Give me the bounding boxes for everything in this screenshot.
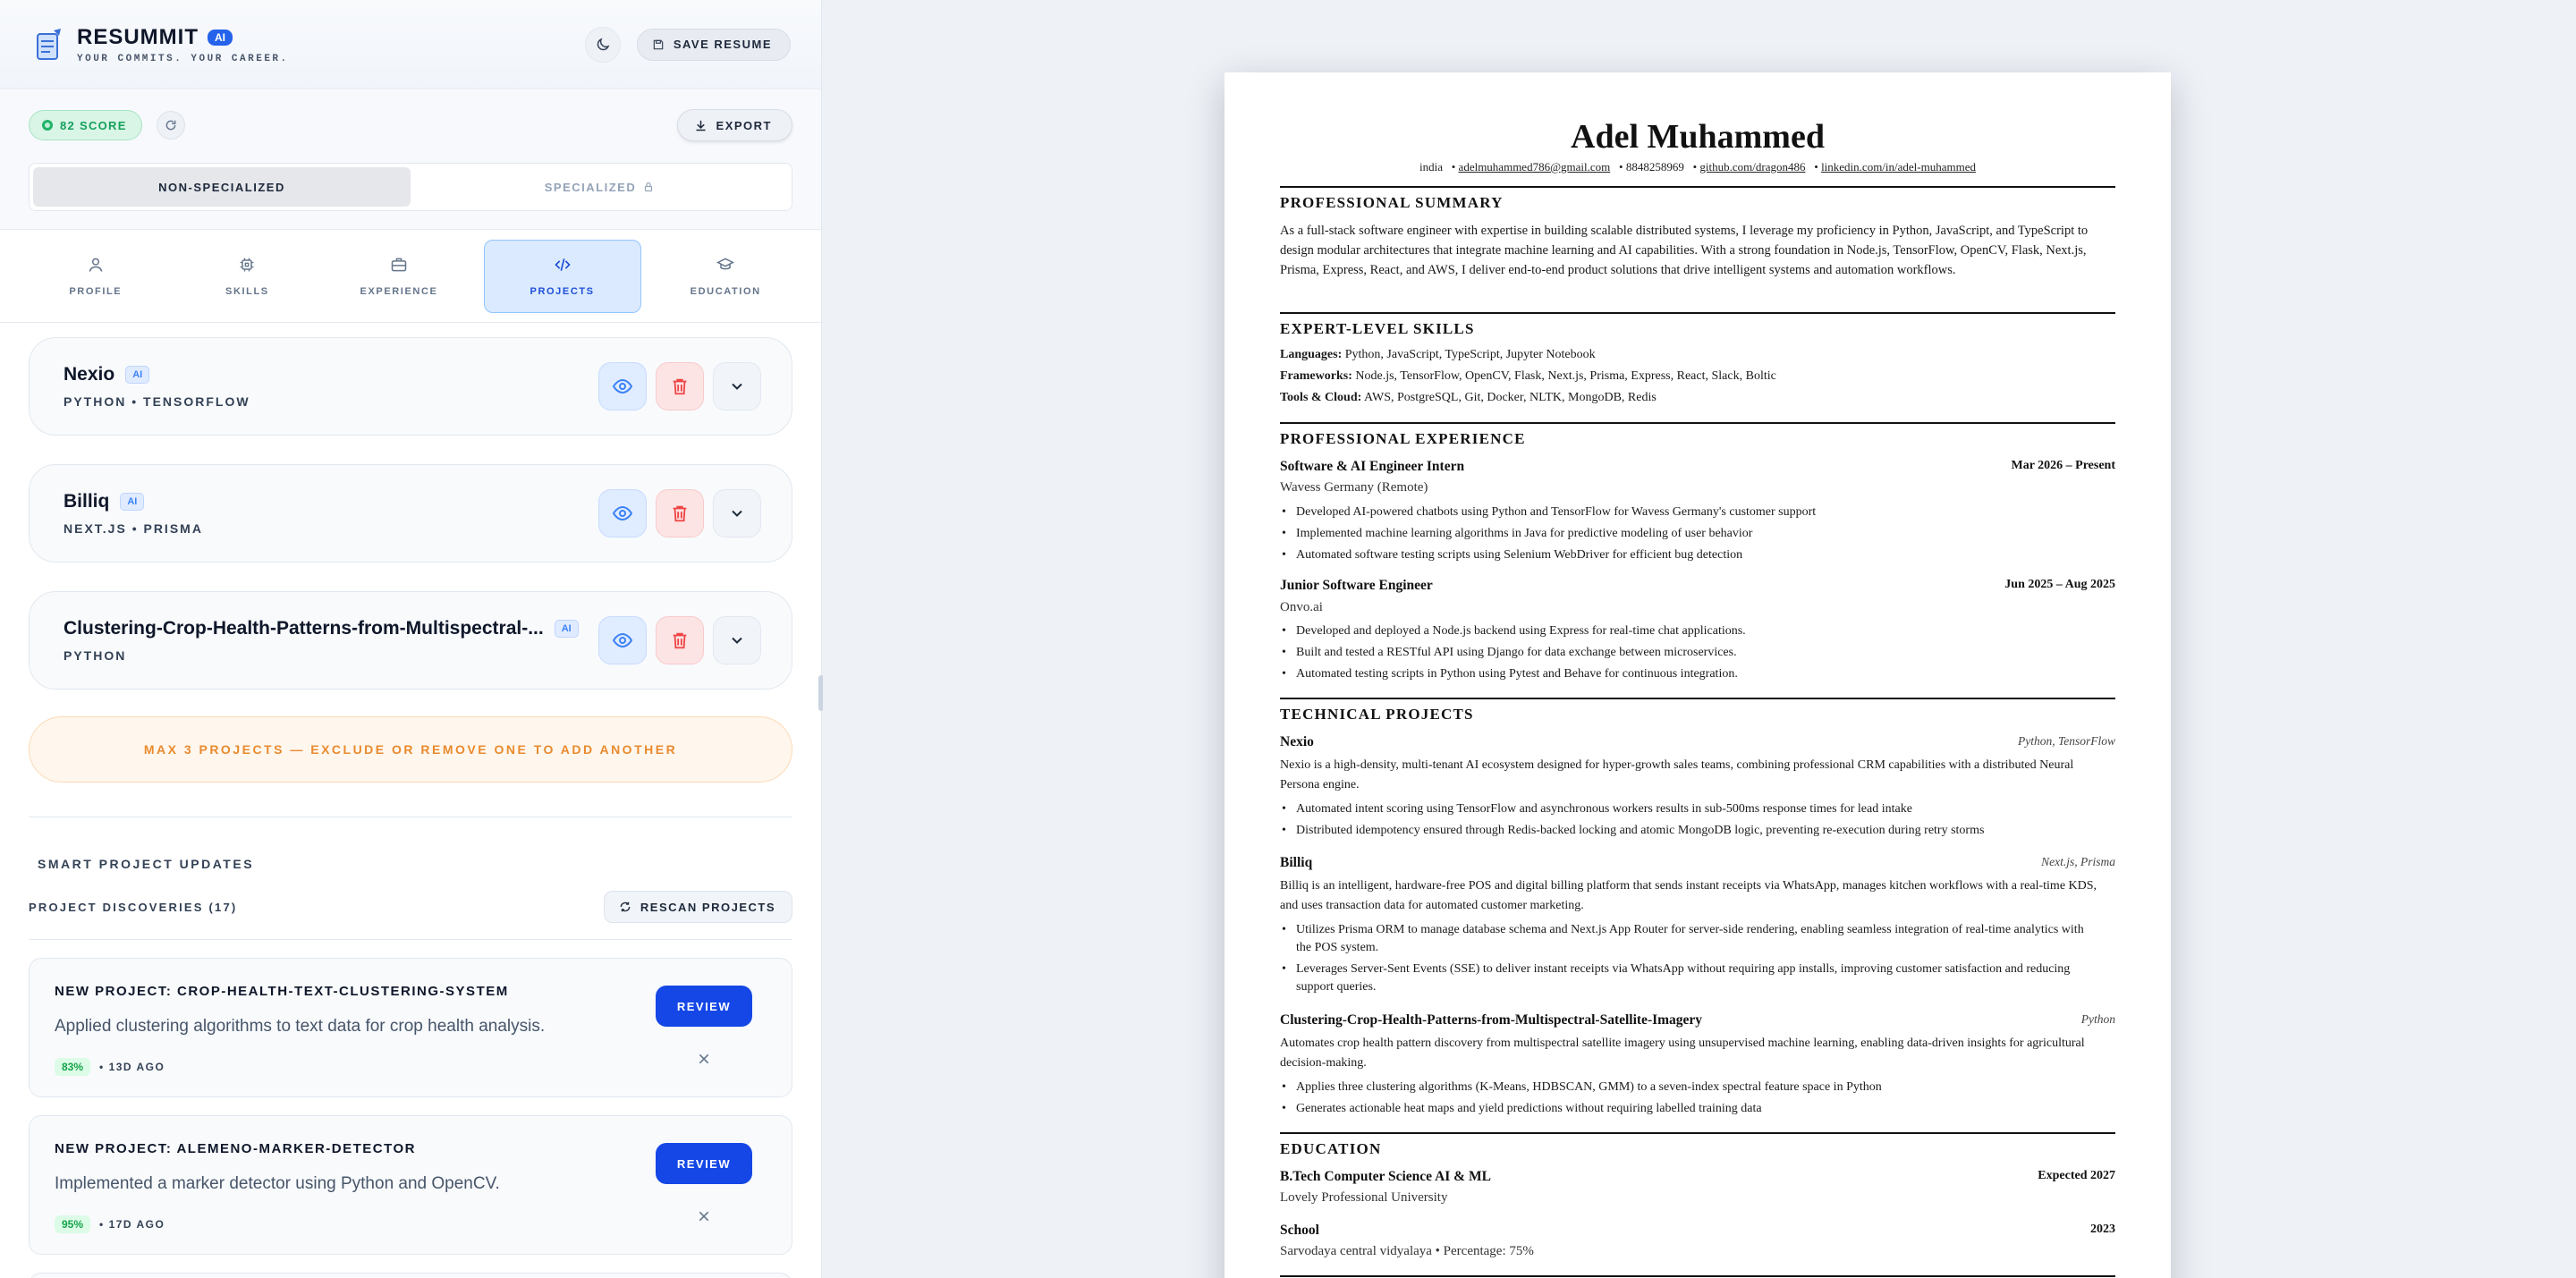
toggle-visibility-button[interactable]: [598, 489, 647, 537]
section-rule: [1280, 312, 2115, 314]
education-school: Sarvodaya central vidyalaya • Percentage: 75%: [1280, 1244, 1534, 1258]
tab-experience[interactable]: [332, 240, 466, 313]
section-rule: [1280, 422, 2115, 424]
project-tech: PYTHON • TENSORFLOW: [64, 394, 250, 409]
app-header: [0, 0, 821, 89]
discovery-card: [29, 1273, 792, 1278]
chevron-down-icon: [728, 504, 746, 522]
contact-github[interactable]: github.com/dragon486: [1699, 160, 1806, 174]
brand-ai-badge: AI: [208, 30, 233, 46]
project-title: Billiq: [64, 491, 110, 512]
education-school: Lovely Professional University: [1280, 1190, 1448, 1205]
trash-icon: [670, 376, 690, 397]
chevron-down-icon: [728, 377, 746, 395]
project-card[interactable]: [29, 591, 792, 690]
user-icon: [87, 256, 105, 274]
contact-email[interactable]: adelmuhammed786@gmail.com: [1458, 160, 1611, 174]
lock-icon: [643, 182, 654, 192]
education-heading: EDUCATION: [1280, 1140, 1382, 1157]
experience-heading: PROFESSIONAL EXPERIENCE: [1280, 430, 1526, 447]
tab-education-label: EDUCATION: [690, 285, 761, 297]
education-date: Expected 2027: [2038, 1169, 2115, 1182]
score-label: 82 SCORE: [60, 118, 127, 132]
job-bullet: • Implemented machine learning algorithms in Java for predictive modeling of user behavior: [1296, 525, 2101, 543]
discovery-age: • 13D AGO: [99, 1061, 165, 1073]
chip-icon: [238, 256, 256, 274]
resume-project-desc: Billiq is an intelligent, hardware-free POS and digital billing platform that sends instant receipts via WhatsApp, manages kitchen workflows with a real-time KDS, and uses transaction data for automated customer marketing.: [1280, 879, 2097, 912]
trash-icon: [670, 503, 690, 524]
close-icon: [697, 1052, 711, 1066]
refresh-icon: [165, 119, 177, 131]
resume-project-bullet: • Distributed idempotency ensured through Redis-backed locking and atomic MongoDB logic, preventing re-execution during retry storms: [1296, 822, 2101, 840]
tab-projects[interactable]: [484, 240, 641, 313]
resume-project-tech: Python: [2080, 1012, 2115, 1026]
code-icon: [553, 256, 572, 274]
projects-list: [0, 323, 821, 1278]
save-resume-button[interactable]: [637, 29, 791, 61]
discovery-title: NEW PROJECT: CROP-HEALTH-TEXT-CLUSTERING-SYSTEM: [55, 984, 509, 999]
resume-project-header: [1280, 1012, 2115, 1028]
review-button[interactable]: REVIEW: [656, 986, 752, 1027]
discovery-description: Applied clustering algorithms to text data for crop health analysis.: [55, 1017, 546, 1036]
mode-non-specialized[interactable]: [33, 167, 411, 207]
job-company: Onvo.ai: [1280, 600, 1323, 614]
delete-project-button[interactable]: [656, 616, 704, 664]
moon-icon: [595, 37, 611, 53]
tab-skills-label: SKILLS: [225, 285, 269, 297]
skill-row: [1280, 369, 1776, 384]
expand-project-button[interactable]: [713, 489, 761, 537]
contact-phone: 8848258969: [1625, 160, 1684, 174]
education-date: 2023: [2090, 1223, 2115, 1236]
resume-project-desc: Automates crop health pattern discovery from multispectral satellite imagery using unsupervised machine learning, enabling data-driven insights for agricultural decision-making.: [1280, 1037, 2085, 1070]
resume-project-header: [1280, 734, 2115, 750]
resume-project-bullet: • Utilizes Prisma ORM to manage database schema and Next.js App Router for server-side rendering, enabling seamless integration of real-time analytics with the POS system.: [1296, 921, 2101, 957]
project-ai-badge: AI: [555, 620, 579, 638]
experience-header: [1280, 459, 2115, 475]
mode-specialized[interactable]: [411, 167, 788, 207]
resume-project-tech: Next.js, Prisma: [2041, 855, 2115, 868]
briefcase-icon: [390, 256, 408, 274]
job-bullet: • Developed and deployed a Node.js backend using Express for real-time chat applications.: [1296, 622, 2101, 640]
tab-experience-label: EXPERIENCE: [360, 285, 438, 297]
resume-project-desc: Nexio is a high-density, multi-tenant AI ecosystem designed for hyper-growth sales teams, combining professional CRM capabilities with a distributed Neural Persona engine.: [1280, 758, 2074, 791]
resume-page: [1224, 72, 2171, 1278]
divider: [29, 939, 792, 940]
tab-profile-label: PROFILE: [69, 285, 123, 297]
dismiss-button[interactable]: [691, 1046, 716, 1071]
score-section: [0, 89, 821, 230]
tab-skills[interactable]: [180, 240, 314, 313]
mode-specialized-label: SPECIALIZED: [544, 180, 637, 194]
resume-project-name: Clustering-Crop-Health-Patterns-from-Multispectral-Satellite-Imagery: [1280, 1012, 1703, 1028]
skill-label: Languages:: [1280, 348, 1343, 361]
dismiss-button[interactable]: [691, 1204, 716, 1229]
education-header: [1280, 1169, 2115, 1185]
project-card[interactable]: [29, 337, 792, 436]
resume-preview-panel[interactable]: [823, 0, 2576, 1278]
resume-project-name: Nexio: [1280, 734, 1314, 749]
project-card[interactable]: [29, 464, 792, 563]
job-bullet: • Built and tested a RESTful API using Django for data exchange between microservices.: [1296, 644, 2101, 662]
max-projects-banner: MAX 3 PROJECTS — EXCLUDE OR REMOVE ONE TO ADD ANOTHER: [29, 716, 792, 783]
skill-label: Frameworks:: [1280, 369, 1352, 383]
score-target-icon: [42, 120, 53, 131]
resume-contact: india • adelmuhammed786@gmail.com • 8848258969 • github.com/dragon486 • linkedin.com/in/adel-muhammed: [1419, 160, 1976, 174]
summary-heading: PROFESSIONAL SUMMARY: [1280, 194, 1504, 211]
resume-project-bullet: • Automated intent scoring using TensorFlow and asynchronous workers results in sub-500ms response times for lead intake: [1296, 800, 2101, 818]
eye-icon: [612, 630, 633, 651]
discovery-age: • 17D AGO: [99, 1218, 165, 1231]
resume-project-name: Billiq: [1280, 855, 1313, 870]
save-icon: [652, 38, 665, 51]
save-resume-label: SAVE RESUME: [673, 38, 772, 51]
project-tech: PYTHON: [64, 648, 127, 663]
project-tech: NEXT.JS • PRISMA: [64, 521, 203, 536]
education-degree: B.Tech Computer Science AI & ML: [1280, 1169, 1491, 1184]
section-rule: [1280, 186, 2115, 188]
job-dates: Jun 2025 – Aug 2025: [2004, 578, 2115, 591]
skill-value: Node.js, TensorFlow, OpenCV, Flask, Next.js, Prisma, Express, React, Slack, Boltic: [1355, 369, 1776, 383]
project-ai-badge: AI: [125, 366, 149, 384]
job-role: Junior Software Engineer: [1280, 578, 1433, 593]
discovery-description: Implemented a marker detector using Python and OpenCV.: [55, 1174, 500, 1193]
export-label: EXPORT: [716, 118, 772, 132]
section-rule: [1280, 1132, 2115, 1134]
section-tabs: [0, 230, 821, 323]
contact-location: india: [1419, 160, 1443, 174]
editor-panel: [0, 0, 822, 1278]
brand-tagline: YOUR COMMITS. YOUR CAREER.: [77, 53, 289, 64]
trash-icon: [670, 630, 690, 651]
skill-label: Tools & Cloud:: [1280, 391, 1362, 404]
refresh-score-button[interactable]: [157, 111, 185, 140]
rescan-projects-button[interactable]: [604, 891, 792, 923]
experience-header: [1280, 578, 2115, 594]
review-button[interactable]: REVIEW: [656, 1143, 752, 1184]
discovery-card: [29, 1115, 792, 1255]
tab-education[interactable]: [658, 240, 792, 313]
job-dates: Mar 2026 – Present: [2011, 459, 2115, 472]
resume-project-header: [1280, 855, 2115, 871]
toggle-visibility-button[interactable]: [598, 616, 647, 664]
export-button[interactable]: [677, 109, 792, 141]
expand-project-button[interactable]: [713, 616, 761, 664]
project-title: Nexio: [64, 364, 115, 385]
ats-score-badge[interactable]: [29, 110, 142, 140]
section-rule: [1280, 1275, 2115, 1277]
match-percent-badge: 95%: [55, 1215, 90, 1233]
mode-non-specialized-label: NON-SPECIALIZED: [158, 180, 285, 194]
projects-heading: TECHNICAL PROJECTS: [1280, 706, 1474, 723]
skill-value: Python, JavaScript, TypeScript, Jupyter Notebook: [1344, 348, 1596, 361]
delete-project-button[interactable]: [656, 489, 704, 537]
tab-projects-label: PROJECTS: [530, 285, 595, 297]
discoveries-count: PROJECT DISCOVERIES (17): [29, 900, 238, 914]
eye-icon: [612, 376, 633, 397]
rescan-label: RESCAN PROJECTS: [640, 900, 775, 914]
skills-heading: EXPERT-LEVEL SKILLS: [1280, 320, 1475, 337]
brand: [77, 25, 289, 64]
resume-name: Adel Muhammed: [1571, 118, 1825, 156]
resume-project-tech: Python, TensorFlow: [2017, 734, 2115, 748]
theme-toggle-button[interactable]: [585, 27, 621, 63]
project-ai-badge: AI: [120, 493, 144, 511]
toggle-visibility-button[interactable]: [598, 362, 647, 410]
job-bullet: • Automated software testing scripts using Selenium WebDriver for efficient bug detection: [1296, 546, 2101, 564]
chevron-down-icon: [728, 631, 746, 649]
summary-text: As a full-stack software engineer with expertise in building scalable distributed systems, I leverage my proficiency in Python, JavaScript, and TypeScript to design modular architectures that integrate machine learning and AI capabilities. With a strong foundation in Node.js, TensorFlow, OpenCV, Flask, Next.js, Prisma, Express, React, and AWS, I deliver end-to-end product solutions that drive intelligent systems and automation workflows.: [1280, 224, 2089, 277]
job-company: Wavess Germany (Remote): [1280, 480, 1428, 495]
close-icon: [697, 1209, 711, 1223]
expand-project-button[interactable]: [713, 362, 761, 410]
eye-icon: [612, 503, 633, 524]
match-percent-badge: 83%: [55, 1058, 90, 1076]
job-bullet: • Developed AI-powered chatbots using Python and TensorFlow for Wavess Germany's customer support: [1296, 504, 2101, 521]
section-rule: [1280, 698, 2115, 699]
job-role: Software & AI Engineer Intern: [1280, 459, 1465, 474]
education-header: [1280, 1223, 2115, 1239]
refresh-icon: [619, 901, 631, 913]
download-icon: [694, 119, 708, 132]
skill-row: [1280, 348, 1596, 362]
graduation-cap-icon: [716, 256, 735, 274]
smart-updates-title: SMART PROJECT UPDATES: [38, 857, 255, 871]
brand-name: RESUMMIT: [77, 24, 199, 49]
discovery-card: [29, 958, 792, 1097]
job-bullet: • Automated testing scripts in Python using Pytest and Behave for continuous integration.: [1296, 665, 2101, 683]
tab-profile[interactable]: [29, 240, 163, 313]
resume-logo-icon: [32, 27, 64, 63]
delete-project-button[interactable]: [656, 362, 704, 410]
discovery-title: NEW PROJECT: ALEMENO-MARKER-DETECTOR: [55, 1141, 417, 1156]
resume-project-bullet: • Generates actionable heat maps and yield predictions without requiring labelled training data: [1296, 1100, 2101, 1118]
resume-project-bullet: • Applies three clustering algorithms (K-Means, HDBSCAN, GMM) to a seven-index spectral feature space in Python: [1296, 1079, 2101, 1096]
skill-row: [1280, 391, 1657, 405]
project-title: Clustering-Crop-Health-Patterns-from-Multispectral-...: [64, 618, 544, 639]
resume-project-bullet: • Leverages Server-Sent Events (SSE) to deliver instant receipts via WhatsApp without requiring app installs, improving customer satisfaction and reducing support queries.: [1296, 961, 2101, 996]
specialization-toggle: [29, 163, 792, 211]
skill-value: AWS, PostgreSQL, Git, Docker, NLTK, MongoDB, Redis: [1364, 391, 1657, 404]
contact-linkedin[interactable]: linkedin.com/in/adel-muhammed: [1821, 160, 1976, 174]
education-degree: School: [1280, 1223, 1319, 1238]
